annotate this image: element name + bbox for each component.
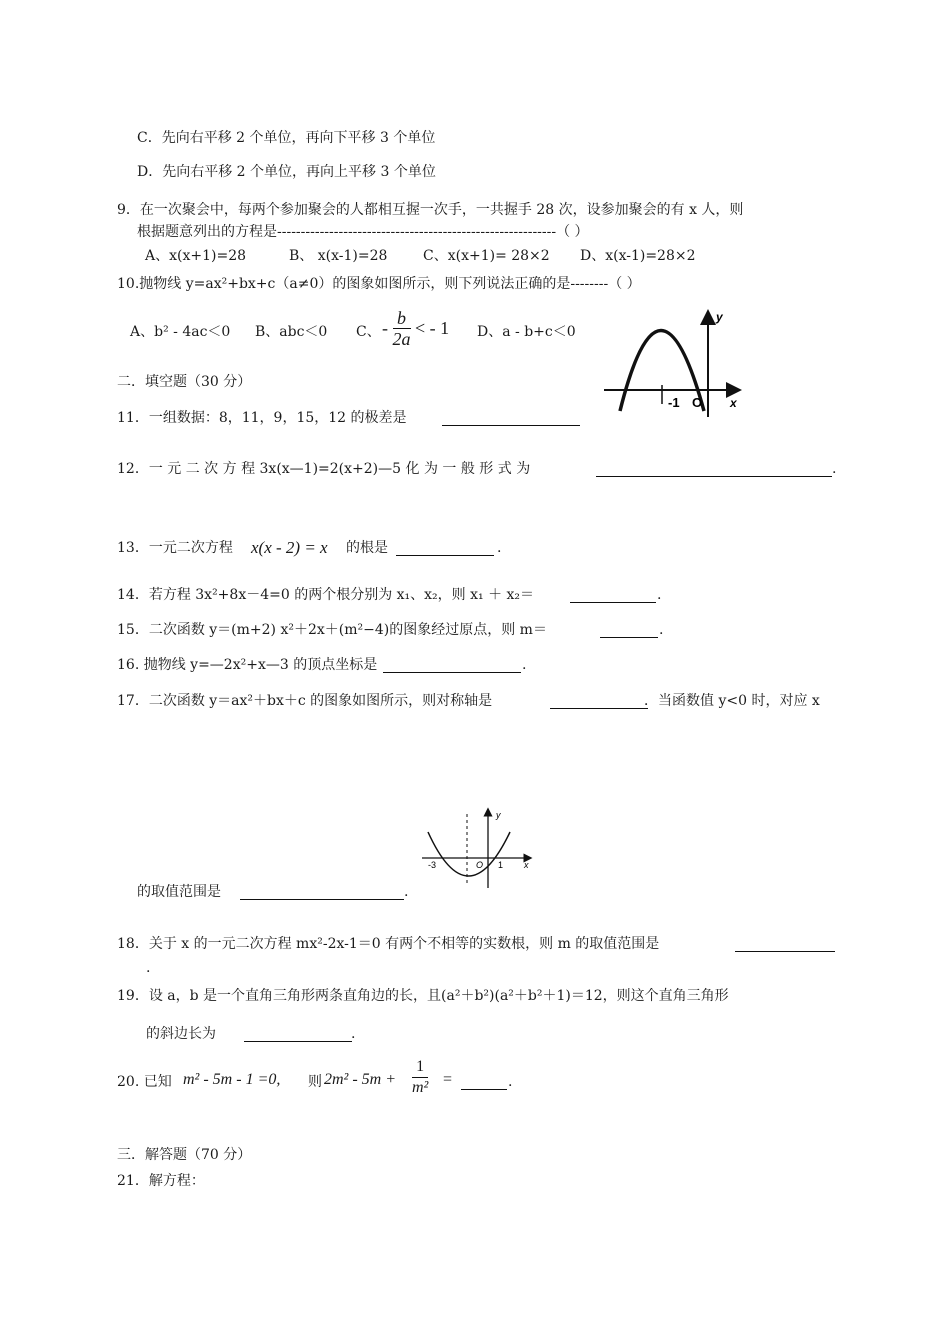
q10-parabola-graph — [600, 305, 748, 417]
q13-suffix: 的根是 — [346, 540, 388, 556]
q10-option-c-label: C、 — [356, 324, 381, 340]
fraction-denominator: m² — [412, 1079, 429, 1096]
q20-period: . — [508, 1074, 513, 1090]
q17-period: . — [404, 884, 409, 900]
tick-label-minus-three: -3 — [428, 860, 437, 870]
q20-equals: = — [443, 1071, 453, 1088]
q15-answer-blank — [600, 622, 658, 638]
q16-stem: 16. 抛物线 y=—2x²+x—3 的顶点坐标是 — [117, 657, 378, 673]
q14-answer-blank — [570, 587, 656, 603]
q21-stem: 21．解方程： — [117, 1173, 205, 1189]
q16-answer-blank — [383, 657, 521, 673]
q19-answer-blank — [244, 1026, 352, 1042]
q18-period: . — [146, 960, 151, 976]
q17-range-label: 的取值范围是 — [137, 884, 221, 900]
q17-parabola-graph — [418, 804, 548, 892]
q13-equation: x(x - 2) = x — [251, 538, 328, 557]
q10-option-d: D、a - b+c＜0 — [477, 324, 576, 340]
q13-period: . — [497, 540, 502, 556]
tick-label-one: 1 — [498, 860, 504, 870]
fraction-numerator: b — [393, 308, 411, 329]
q20-condition: m² - 5m - 1 =0, — [183, 1071, 281, 1088]
q17-stem-cont: ．当函数值 y<0 时，对应 x — [644, 693, 820, 709]
q9-option-d: D、x(x-1)=28×2 — [580, 248, 696, 264]
q19-period: . — [351, 1026, 356, 1042]
q20-answer-blank — [461, 1074, 507, 1090]
q12-answer-blank — [596, 461, 832, 477]
q9-stem-cont: 根据题意列出的方程是-----------------------------------------------------------（ ） — [137, 224, 589, 240]
q13-prefix: 13．一元二次方程 — [117, 540, 233, 556]
fraction-numerator: 1 — [412, 1057, 428, 1078]
q9-option-b: B、 x(x-1)=28 — [289, 248, 388, 264]
q19-stem: 19．设 a，b 是一个直角三角形两条直角边的长，且(a²＋b²)(a²＋b²＋1)＝12，则这个直角三角形 — [117, 988, 729, 1004]
q11-stem: 11．一组数据：8，11，9，15，12 的极差是 — [117, 410, 407, 426]
q11-answer-blank — [442, 410, 580, 426]
section-fill-in-title: 二．填空题（30 分） — [117, 374, 252, 390]
q13-answer-blank — [396, 540, 494, 556]
x-axis-label: x — [730, 396, 737, 410]
q19-stem-cont: 的斜边长为 — [146, 1026, 216, 1042]
q9-option-a: A、x(x+1)=28 — [145, 248, 247, 264]
q15-period: . — [659, 622, 664, 638]
x-axis-label: x — [524, 860, 529, 870]
q14-period: . — [657, 587, 662, 603]
q8-option-d: D．先向右平移 2 个单位，再向上平移 3 个单位 — [137, 164, 436, 180]
origin-label: O — [476, 860, 484, 870]
section-solve-title: 三．解答题（70 分） — [117, 1147, 252, 1163]
q18-stem: 18．关于 x 的一元二次方程 mx²-2x-1＝0 有两个不相等的实数根，则 m 的取值范围是 — [117, 936, 660, 952]
q9-stem: 9．在一次聚会中，每两个参加聚会的人都相互握一次手，一共握手 28 次，设参加聚会的有 x 人，则 — [117, 202, 744, 218]
q10-option-a: A、b² - 4ac＜0 — [130, 324, 231, 340]
fraction-denominator: 2a — [392, 329, 411, 349]
q20-prefix: 20. 已知 — [117, 1074, 172, 1090]
q17-axis-blank — [550, 693, 648, 709]
y-axis-label: y — [496, 810, 501, 820]
q18-answer-blank — [735, 936, 835, 952]
q8-option-c: C．先向右平移 2 个单位，再向下平移 3 个单位 — [137, 130, 436, 146]
q9-option-c: C、x(x+1)= 28×2 — [423, 248, 550, 264]
q15-stem: 15．二次函数 y＝(m+2) x²＋2x＋(m²−4)的图象经过原点，则 m＝ — [117, 622, 547, 638]
y-axis-label: y — [716, 310, 723, 324]
q10-option-c-relation: < - 1 — [415, 318, 450, 338]
origin-label: O — [692, 395, 703, 410]
q14-stem: 14．若方程 3x²+8x－4=0 的两个根分别为 x₁、x₂，则 x₁ ＋ x₂＝ — [117, 587, 535, 603]
q20-then: 则 — [308, 1074, 322, 1090]
q12-stem: 12．一 元 二 次 方 程 3x(x—1)=2(x+2)—5 化 为 一 般 形 式 为 — [117, 461, 531, 477]
q10-option-b: B、abc＜0 — [255, 324, 328, 340]
q10-option-c-fraction — [393, 308, 411, 349]
q20-expression: 2m² - 5m + — [324, 1071, 397, 1088]
q10-stem: 10.抛物线 y=ax²+bx+c（a≠0）的图象如图所示，则下列说法正确的是--------（ ） — [117, 276, 641, 292]
q17-range-blank — [240, 884, 404, 900]
q12-period: . — [832, 461, 837, 477]
tick-label-minus-one: -1 — [668, 395, 680, 410]
q20-fraction — [412, 1057, 428, 1098]
q10-option-c-expr: - $\frac{b}{2a}$ < - 1 — [382, 308, 450, 349]
q16-period: . — [522, 657, 527, 673]
q17-stem: 17．二次函数 y＝ax²＋bx＋c 的图象如图所示，则对称轴是 — [117, 693, 493, 709]
